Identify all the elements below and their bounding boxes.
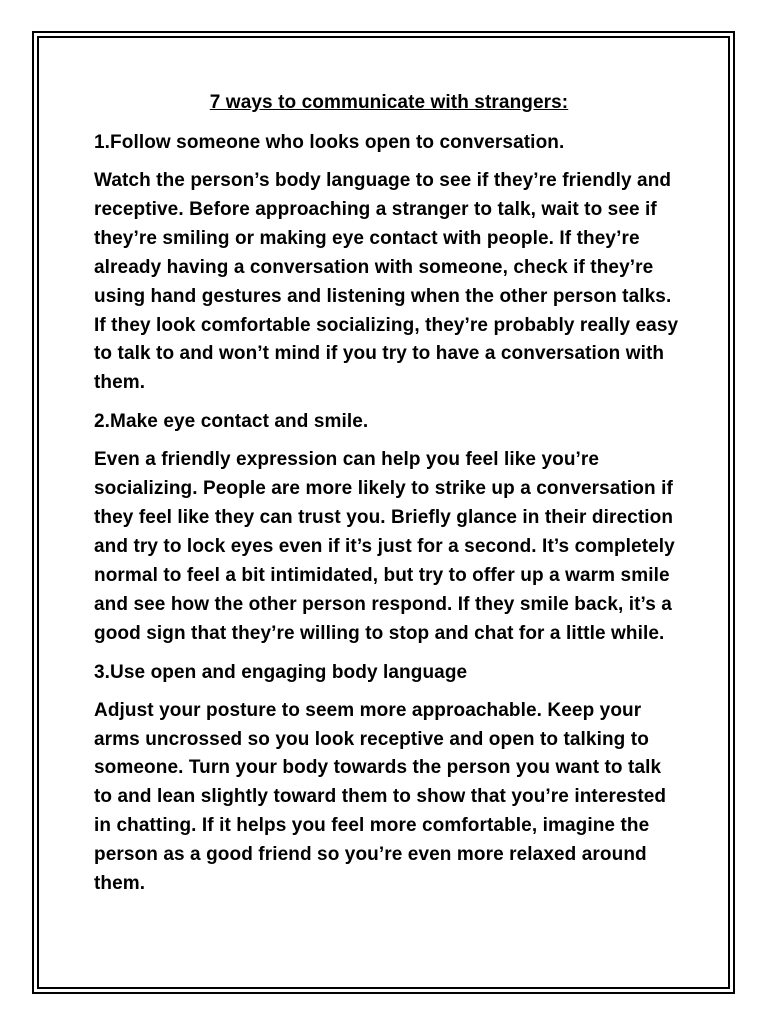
document-content (94, 90, 684, 908)
section-body: Adjust your posture to seem more approachable. Keep your arms uncrossed so you look receptive and open to talking to someone. Turn your body towards the person you want to talk to and lean slightly toward them to show that you’re interested in chatting. If it helps you feel more comfortable, imagine the person as a good friend so you’re even more relaxed around them. (94, 699, 667, 895)
document-title: 7 ways to communicate with strangers: (209, 92, 569, 113)
section-3 (94, 658, 684, 899)
section-body: Watch the person’s body language to see if they’re friendly and receptive. Before approaching a stranger to talk, wait to see if they’re smiling or making eye contact with people. If they’re already having a conversation with someone, check if they’re using hand gestures and listening when the other person talks. If they look comfortable socializing, they’re probably really easy to talk to and won’t mind if you try to have a conversation with them. (94, 170, 679, 394)
section-heading: 1.Follow someone who looks open to conversation. (94, 132, 565, 153)
section-2 (94, 407, 684, 648)
section-heading: 3.Use open and engaging body language (94, 661, 468, 683)
section-heading: 2.Make eye contact and smile. (94, 411, 369, 433)
section-1 (94, 128, 684, 398)
section-body: Even a friendly expression can help you feel like you’re socializing. People are more likely to strike up a conversation if they feel like they can trust you. Briefly glance in their direction and try to lock eyes even if it’s just for a second. It’s completely normal to feel a bit intimidated, but try to offer up a warm smile and see how the other person respond. If they smile back, it’s a good sign that they’re willing to stop and chat for a little while. (94, 449, 675, 644)
